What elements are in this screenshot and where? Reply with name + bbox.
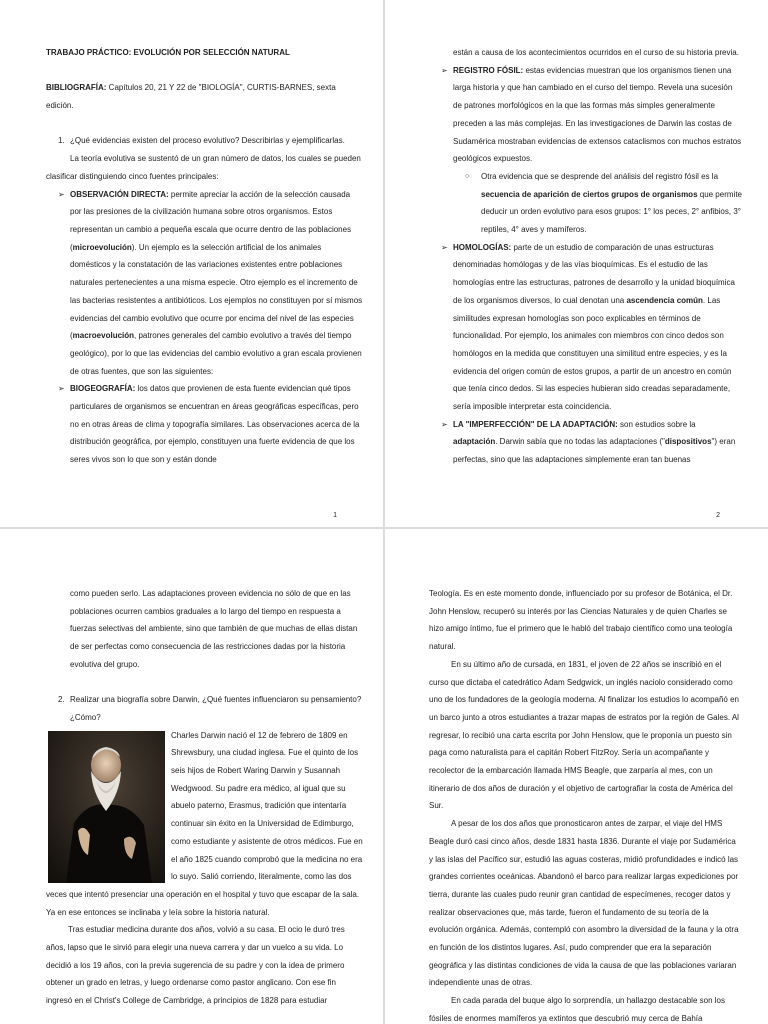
question-1: 1. ¿Qué evidencias existen del proceso evolutivo? Describirlas y ejemplificarlas. [58, 136, 345, 146]
arrow-bullet-icon: ➢ [441, 419, 448, 429]
document-page-4 [385, 529, 768, 1024]
bullet-homologias: ➢ HOMOLOGÍAS: parte de un estudio de comparación de unas estructuras denominadas homólogas y de las vías bioquímicas. Es el estudio de las homologías entre las estructuras, patrones de desarrollo y la unidad bioquímica de los organismos diversos, lo cual denotan una ascendencia común. Las similitudes expresan homologías son poco explicables en términos de funcionalidad. Por ejemplo, los animales con miembros con cinco dedos son homólogos en la medida que constituyen una similitud entre especies, y es la evidencia del origen común de estos grupos, a partir de un ancestro en común que tenía cinco dedos. Si las especies hubieran sido creadas separadamente, sería imposible interpretar esta coincidencia. [429, 239, 742, 416]
bullet-imperfeccion: ➢ LA "IMPERFECCIÓN" DE LA ADAPTACIÓN: son estudios sobre la adaptación. Darwin sabía que no todas las adaptaciones ("dispositivos") eran perfectas, sino que las adaptaciones simplemente eran tan buenas [429, 416, 742, 469]
bullet-biogeografia: ➢ BIOGEOGRAFÍA: los datos que provienen de esta fuente evidencian qué tipos particulares de organismos se encuentran en áreas geográficas específicas, pero no en otras áreas de clima y topografía similares. Las observaciones acerca de la distribución geográfica, por ejemplo, constituyen una fuerte evidencia de que los seres vivos son lo que son y están donde [46, 380, 363, 469]
page-4-content [429, 585, 742, 1024]
sub-bullet-secuencia: ○ Otra evidencia que se desprende del análisis del registro fósil es la secuencia de aparición de ciertos grupos de organismos que permite deducir un orden evolutivo para esos grupos: 1° los peces, 2° anfibios, 3° reptiles, 4° aves y mamíferos. [429, 168, 742, 239]
darwin-bio-paragraph-6: En cada parada del buque algo lo sorprendía, un hallazgo destacable son los fósiles de enormes mamíferos ya extintos que descubrió muy cerca de Bahía [429, 996, 725, 1023]
arrow-bullet-icon: ➢ [58, 384, 65, 394]
darwin-portrait [48, 731, 165, 883]
bullet-observacion-directa: ➢ OBSERVACIÓN DIRECTA: permite apreciar la acción de la selección causada por las presiones de la civilización humana sobre otros organismos. Estos representan un cambio a pequeña escala que ocurre dentro de las poblaciones (microevolución). Un ejemplo es la selección artificial de los animales domésticos y la constatación de las variaciones existentes entre poblaciones naturales pertenecientes a una misma especie. Otro ejemplo es el incremento de las bacterias resistentes a antibióticos. Los ejemplos no constituyen por sí mismos evidencias del cambio evolutivo que ocurre por encima del nivel de las especies (macroevolución, patrones generales del cambio evolutivo a través del tiempo geológico), por lo que las evidencias del cambio evolutivo a gran escala provienen de otras fuentes, que son las siguientes: [46, 186, 363, 381]
document-page-1 [0, 0, 383, 527]
page-1-content [46, 44, 363, 469]
darwin-bio-paragraph-3: Teología. Es en este momento donde, influenciado por su profesor de Botánica, el Dr. John Henslow, recuperó su interés por las Ciencias Naturales y de quien Charles se hizo amigo íntimo, fue el primero que le habló del trabajo científico como una teología natural. [429, 589, 733, 652]
circle-bullet-icon: ○ [465, 172, 470, 180]
page-number: 1 [333, 512, 337, 519]
page-2-content [429, 44, 742, 469]
darwin-bio-paragraph-5: A pesar de los dos años que pronosticaron antes de zarpar, el viaje del HMS Beagle duró casi cinco años, desde 1831 hasta 1836. Durante el viaje por Sudamérica y las islas del Pacífico sur, estudió las aguas costeras, midió profundidades e indicó las grandes corrientes oceánicas. Abandonó el barco para realizar largas expediciones por tierra, durante las cuales pudo reunir gran cantidad de especímenes, recoger datos y realizar observaciones que, más tarde, fueron el fundamento de su teoría de la evolución orgánica. Además, contempló con asombro la diversidad de la fauna y la otra en función de los distintos lugares. Así, pudo comprender que era la separación geográfica y las distintas condiciones de vida la causa de que las poblaciones variaran independiente unas de otras. [429, 819, 739, 988]
document-title: TRABAJO PRÁCTICO: EVOLUCIÓN POR SELECCIÓN NATURAL [46, 48, 290, 57]
darwin-bio-paragraph-2: Tras estudiar medicina durante dos años, volvió a su casa. El ocio le duró tres años, lapso que le sirvió para elegir una nueva carrera y dar un vuelco a su vida. Lo decidió a los 19 años, con la previa sugerencia de su padre y con la idea de primero obtener un grado en letras, y luego ordenarse como pastor anglicano. Con ese fin ingresó en el Christ's College de Cambridge, a principios de 1828 para estudiar [46, 925, 345, 1006]
page-number: 2 [716, 512, 720, 519]
darwin-bio-paragraph-4: En su último año de cursada, en 1831, el joven de 22 años se inscribió en el curso que dictaba el catedrático Adam Sedgwick, un inglés naciolo considerado como uno de los fundadores de la geología moderna. Al finalizar los estudios lo acompañó en un barco junto a otros estudiantes a trazar mapas de estratos por la región de Gales. Al regresar, lo recibió una carta escrita por John Henslow, que le proponía un puesto sin paga como naturalista para el capitán Robert FitzRoy. Sería un acompañante y recolector de la embarcación llamada HMS Beagle, que zarparía al mes, con un itinerario de dos años de duración y el objetivo de cartografiar la costa de América del Sur. [429, 659, 739, 811]
page-3-content [46, 585, 363, 1010]
question-1-intro: La teoría evolutiva se sustentó de un gran número de datos, los cuales se pueden clasificar distinguiendo cinco fuentes principales: [46, 154, 361, 181]
darwin-portrait-image [48, 731, 165, 883]
bullet-registro-fosil: ➢ REGISTRO FÓSIL: estas evidencias muestran que los organismos tienen una larga historia y que han cambiado en el curso del tiempo. Revela una sucesión de patrones morfológicos en la que las formas más simples generalmente preceden a las más complejas. En las investigaciones de Darwin las costas de Sudamérica mostraban evidencias de extensos cataclismos con muchos estratos geológicos expuestos. [429, 62, 742, 168]
biogeografia-continuation: están a causa de los acontecimientos ocurridos en el curso de su historia previa. [453, 48, 739, 57]
question-2: 2. Realizar una biografía sobre Darwin, ¿Qué fuentes influenciaron su pensamiento? ¿Cómo? [58, 695, 362, 722]
darwin-bio-paragraph-1: Charles Darwin nació el 12 de febrero de 1809 en Shrewsbury, una ciudad inglesa. Fue el quinto de los seis hijos de Robert Waring Darwin y Susannah Wedgwood. Su padre era médico, al igual que su abuelo paterno, Erasmus, tradición que intentaría continuar sin éxito en la Universidad de Edimburgo, como estudiante y asistente de otros médicos. Fue en el año 1825 cuando comprobó que la medicina no era lo suyo. Salió corriendo, literalmente, como las dos veces que intentó presenciar una operación en el hospital y tuvo que escapar de la sala. Ya en ese entonces se inclinaba y leía sobre la historia natural. [46, 730, 363, 917]
arrow-bullet-icon: ➢ [441, 242, 448, 252]
bibliography: BIBLIOGRAFÍA: Capítulos 20, 21 Y 22 de "BIOLOGÍA", CURTIS-BARNES, sexta edición. [46, 83, 336, 111]
arrow-bullet-icon: ➢ [441, 65, 448, 75]
document-page-2 [385, 0, 768, 527]
arrow-bullet-icon: ➢ [58, 189, 65, 199]
document-page-3 [0, 529, 383, 1024]
imperfeccion-continuation: como pueden serlo. Las adaptaciones proveen evidencia no sólo de que en las poblaciones ocurren cambios graduales a lo largo del tiempo en respuesta a fuerzas selectivas del ambiente, sino que también de que muchas de ellas distan de ser perfectas como consecuencia de las restricciones dadas por la historia evolutiva del grupo. [70, 589, 358, 669]
